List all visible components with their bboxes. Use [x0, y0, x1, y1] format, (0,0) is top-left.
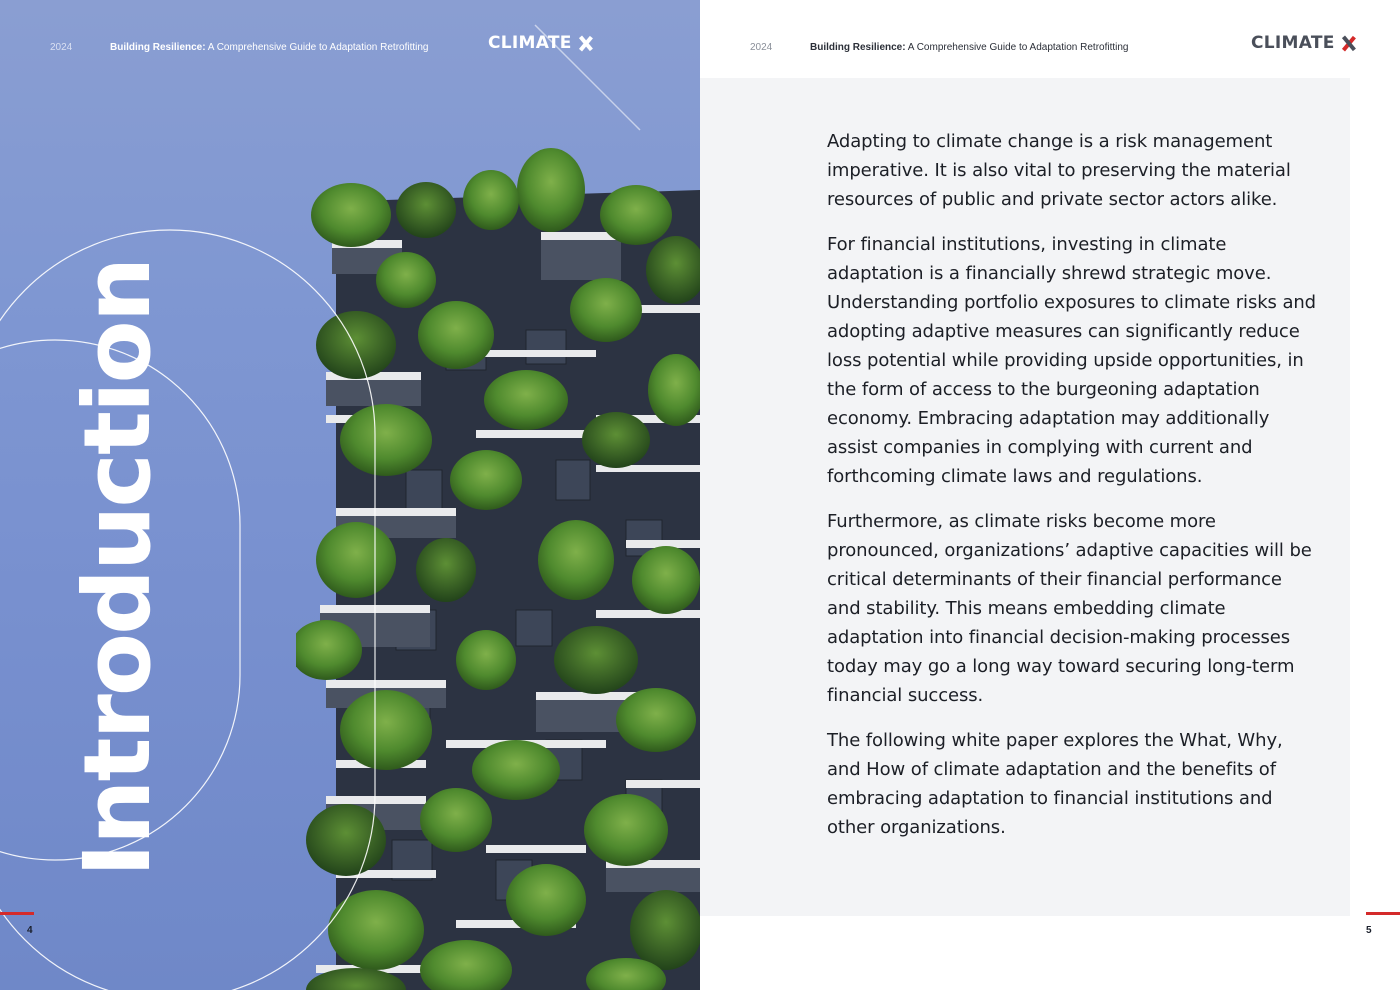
- header-year: 2024: [50, 41, 73, 53]
- header-title: [110, 42, 429, 53]
- right-page: [700, 0, 1400, 990]
- x-logo-icon: [578, 36, 593, 51]
- paragraph: For financial institutions, investing in climate adaptation is a financially shrewd strategic move. Understanding portfolio exposures to climate risks and adopting adaptive measures can significantly reduce loss potential while providing upside opportunities, in the form of access to the burgeoning adaptation economy. Embracing adaptation may additionally assist companies in complying with current and forthcoming climate laws and regulations.: [827, 234, 1317, 487]
- body-text: [827, 127, 1317, 858]
- page-number-right: 5: [1366, 925, 1372, 936]
- paragraph: Furthermore, as climate risks become more pronounced, organizations’ adaptive capacities will be critical determinants of their financial performance and stability. This means embedding climate adaptation into financial decision-making processes today may go a long way toward securing long-term financial success.: [827, 511, 1312, 706]
- x-logo-icon: [1341, 36, 1356, 51]
- page-number-marker: [1366, 912, 1400, 915]
- page-number-marker: [0, 912, 34, 915]
- header-title-rest: A Comprehensive Guide to Adaptation Retrofitting: [205, 41, 429, 53]
- page-number-left: 4: [27, 925, 33, 936]
- header-title-rest: A Comprehensive Guide to Adaptation Retrofitting: [905, 41, 1129, 53]
- climate-x-logo: [1251, 33, 1356, 53]
- paragraph: Adapting to climate change is a risk management imperative. It is also vital to preserving the material resources of public and private sector actors alike.: [827, 131, 1291, 210]
- logo-text: CLIMATE: [488, 33, 572, 53]
- header-title-bold: Building Resilience:: [110, 41, 206, 53]
- header-title: [810, 42, 1129, 53]
- section-title: Introduction: [64, 258, 171, 878]
- paragraph: The following white paper explores the What, Why, and How of climate adaptation and the benefits of embracing adaptation to financial institutions and other organizations.: [827, 730, 1283, 838]
- right-page-header: [750, 36, 1250, 58]
- climate-x-logo: [488, 33, 593, 53]
- header-title-bold: Building Resilience:: [810, 41, 906, 53]
- logo-text: CLIMATE: [1251, 33, 1335, 53]
- building-photo: [296, 140, 700, 990]
- header-year: 2024: [750, 41, 773, 53]
